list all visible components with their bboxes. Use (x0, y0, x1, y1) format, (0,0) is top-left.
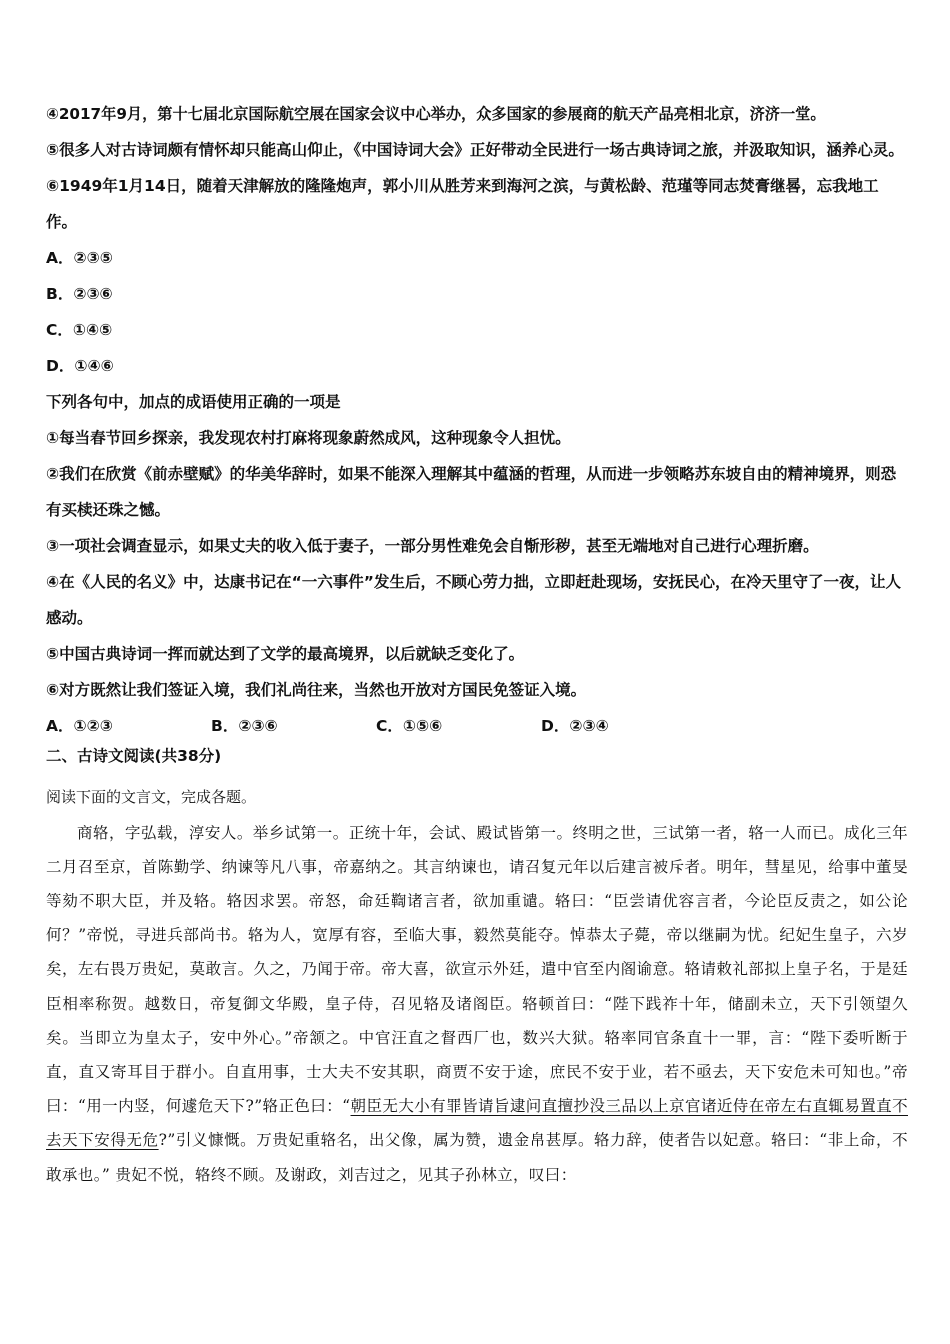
section-instruction: 阅读下面的文言文，完成各题。 (46, 787, 257, 806)
q2-options (46, 708, 908, 744)
q2-item-6: ⑥对方既然让我们签证入境，我们礼尚往来，当然也开放对方国民免签证入境。 (46, 681, 587, 699)
passage-text-b: ?”引义慷慨。万贵妃重辂名，出父像，属为赞，遗金帛甚厚。辂力辞，使者告以妃意。辂曰：“非上命，不敢承也。” 贵妃不悦，辂终不顾。及谢政，刘吉过之，见其子孙林立，叹曰： (46, 1131, 908, 1184)
classical-passage (46, 816, 908, 1192)
q1-option-c: C．①④⑤ (46, 321, 113, 339)
exam-page (46, 96, 908, 1192)
q1-option-b: B．②③⑥ (46, 285, 113, 303)
q1-option-d: D．①④⑥ (46, 357, 114, 375)
q-item-6: ⑥1949年1月14日，随着天津解放的隆隆炮声，郭小川从胜芳来到海河之滨，与黄松龄、范瑾等同志焚膏继晷，忘我地工作。 (46, 177, 879, 231)
q2-option-c: C．①⑤⑥ (376, 717, 443, 735)
passage-underlined-sentence: 朝臣无大小有罪皆请旨逮问直擅抄没三品以上京官诸近侍在帝左右直辄易置直不去天下安得无危 (46, 1097, 908, 1150)
q2-option-d: D．②③④ (541, 717, 609, 735)
q2-option-b: B．②③⑥ (211, 717, 278, 735)
q-item-4: ④2017年9月，第十七届北京国际航空展在国家会议中心举办，众多国家的参展商的航天产品亮相北京，济济一堂。 (46, 105, 826, 123)
q1-option-a: A．②③⑤ (46, 249, 113, 267)
q2-item-5: ⑤中国古典诗词一挥而就达到了文学的最高境界，以后就缺乏变化了。 (46, 645, 525, 663)
section-heading: 二、古诗文阅读(共38分) (46, 747, 222, 765)
q2-item-4: ④在《人民的名义》中，达康书记在“一六事件”发生后，不顾心劳力拙，立即赶赴现场，安抚民心，在冷天里守了一夜，让人感动。 (46, 573, 902, 627)
q2-item-2: ②我们在欣赏《前赤壁赋》的华美华辞时，如果不能深入理解其中蕴涵的哲理，从而进一步领略苏东坡自由的精神境界，则恐有买椟还珠之憾。 (46, 465, 897, 519)
q2-stem: 下列各句中，加点的成语使用正确的一项是 (46, 393, 341, 411)
q-item-5: ⑤很多人对古诗词颇有情怀却只能高山仰止，《中国诗词大会》正好带动全民进行一场古典诗词之旅，并汲取知识，涵养心灵。 (46, 141, 904, 159)
passage-text-a: 商辂，字弘载，淳安人。举乡试第一。正统十年，会试、殿试皆第一。终明之世，三试第一者，辂一人而已。成化三年二月召至京，首陈勤学、纳谏等凡八事，帝嘉纳之。其言纳谏也，请召复元年以后建言被斥者。明年，彗星见，给事中董旻等劾不职大臣，并及辂。辂因求罢。帝怒，命廷鞫诸言者，欲加重谴。辂曰：“臣尝请优容言者，今论臣反责之，如公论何？”帝悦，寻进兵部尚书。辂为人，宽厚有容，至临大事，毅然莫能夺。悼恭太子薨，帝以继嗣为忧。纪妃生皇子，六岁矣，左右畏万贵妃，莫敢言。久之，乃闻于帝。帝大喜，欲宣示外廷，遣中官至内阁谕意。辂请敕礼部拟上皇子名，于是廷臣相率称贺。越数日，帝复御文华殿，皇子侍，召见辂及诸阁臣。辂顿首曰：“陛下践祚十年，储副未立，天下引领望久矣。当即立为皇太子，安中外心。”帝颔之。中官汪直之督西厂也，数兴大狱。辂率同官条直十一罪，言：“陛下委听断于直，直又寄耳目于群小。自直用事，士大夫不安其职，商贾不安于途，庶民不安于业，若不亟去，天下安危未可知也。”帝曰：“用一内竖，何遽危天下?”辂正色曰：“ (46, 823, 908, 1116)
q2-option-a: A．①②③ (46, 717, 113, 735)
q2-item-1: ①每当春节回乡探亲，我发现农村打麻将现象蔚然成风，这种现象令人担忧。 (46, 429, 571, 447)
q2-item-3: ③一项社会调查显示，如果丈夫的收入低于妻子，一部分男性难免会自惭形秽，甚至无端地对自己进行心理折磨。 (46, 537, 819, 555)
